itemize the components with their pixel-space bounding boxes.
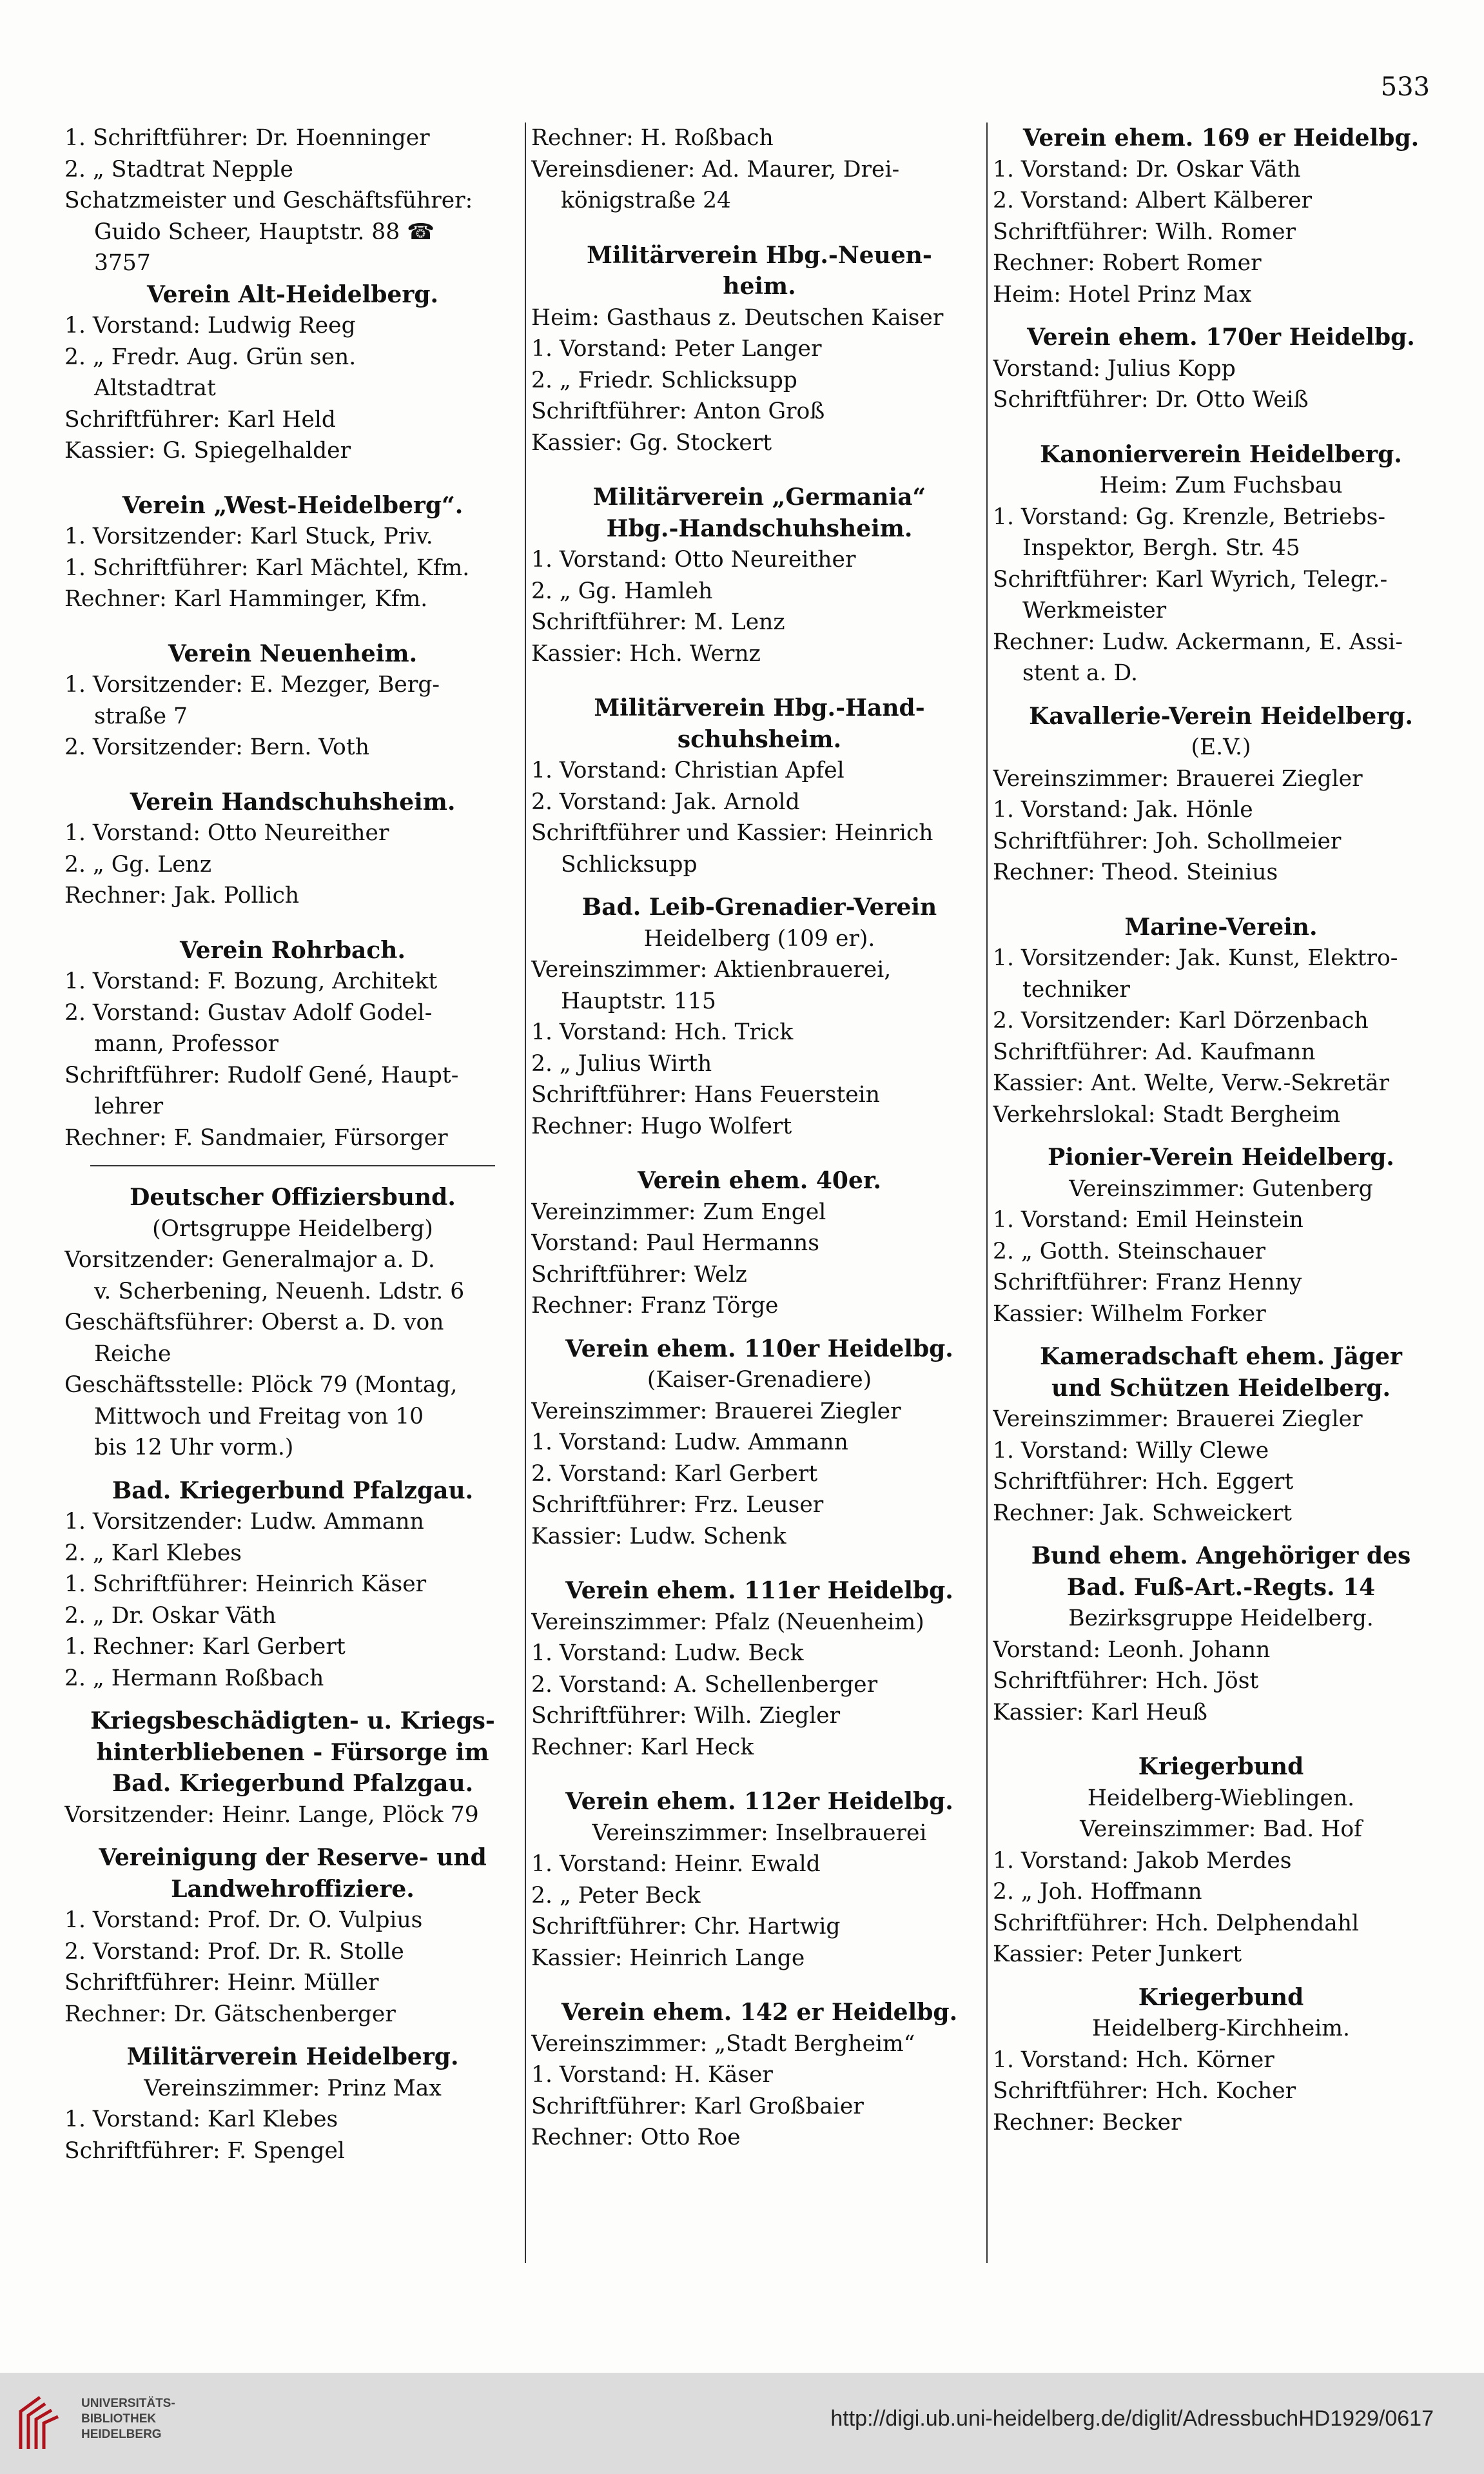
entry-line: mann, Professor — [94, 1031, 278, 1057]
entry-line: 1. Vorstand: Christian Apfel — [531, 758, 845, 783]
section-heading: Militärverein Hbg.-Hand- — [594, 694, 925, 722]
spacer — [531, 669, 988, 692]
section-subheading: Vereinszimmer: Inselbrauerei — [592, 1820, 927, 1846]
section-subheading: Heim: Zum Fuchsbau — [1099, 473, 1343, 498]
entry-line: 1. Vorstand: Otto Neureither — [531, 547, 856, 573]
section-heading: Bad. Kriegerbund Pfalzgau. — [112, 1477, 474, 1504]
entry-line: Reiche — [94, 1340, 171, 1367]
section-subheading: Vereinszimmer: Gutenberg — [1069, 1175, 1373, 1202]
entry-line: Schriftführer: Franz Henny — [993, 1270, 1302, 1295]
entry-line: 2. Vorstand: Prof. Dr. R. Stolle — [64, 1938, 404, 1965]
spacer — [531, 1552, 988, 1575]
entry-line: 2. Vorsitzender: Karl Dörzenbach — [993, 1008, 1369, 1034]
section-heading: Kameradschaft ehem. Jäger — [1040, 1343, 1402, 1370]
entry-line: 2. „ Friedr. Schlicksupp — [531, 367, 797, 393]
entry-line: Mittwoch und Freitag von 10 — [94, 1403, 424, 1429]
entry-line: 1. Vorstand: Gg. Krenzle, Betriebs- — [993, 504, 1385, 530]
entry-line: Schriftführer: Hch. Eggert — [993, 1469, 1294, 1495]
entry-line: 2. „ Peter Beck — [531, 1882, 701, 1909]
section-heading: Verein ehem. 40er. — [637, 1167, 882, 1194]
page-number: 533 — [1380, 72, 1430, 102]
entry-line: 1. Vorstand: Ludw. Beck — [531, 1640, 804, 1666]
entry-line: Rechner: H. Roßbach — [531, 125, 774, 151]
entry-line: 1. Vorstand: Peter Langer — [531, 336, 822, 362]
section-heading: Verein ehem. 170er Heidelbg. — [1027, 324, 1415, 351]
library-name: UNIVERSITÄTS- BIBLIOTHEK HEIDELBERG — [81, 2397, 175, 2441]
entry-line: 2. Vorstand: Jak. Arnold — [531, 789, 800, 815]
section-heading: Verein ehem. 111er Heidelbg. — [565, 1577, 953, 1604]
entry-line: Vorstand: Leonh. Johann — [993, 1636, 1271, 1663]
column-divider — [986, 123, 988, 2263]
section-heading: Verein Alt-Heidelberg. — [146, 280, 439, 308]
entry-line: 1. Vorsitzender: E. Mezger, Berg- — [64, 672, 440, 698]
entry-line: 2. „ Stadtrat Nepple — [64, 156, 293, 182]
spacer — [64, 2030, 521, 2041]
section-subheading: (Kaiser-Grenadiere) — [647, 1367, 872, 1393]
entry-line: 1. Vorstand: F. Bozung, Architekt — [64, 968, 438, 994]
section-heading: Verein ehem. 112er Heidelbg. — [565, 1788, 953, 1815]
entry-line: Schriftführer: Frz. Leuser — [531, 1492, 824, 1518]
section-heading: Bad. Leib-Grenadier-Verein — [581, 894, 937, 921]
entry-line: Vereinszimmer: Brauerei Ziegler — [993, 765, 1363, 792]
entry-line: 1. Schriftführer: Heinrich Käser — [64, 1571, 427, 1597]
spacer — [64, 763, 521, 787]
section-divider — [90, 1165, 495, 1166]
entry-line: Schriftführer: Ad. Kaufmann — [993, 1039, 1316, 1065]
entry-line: 2. „ Gg. Lenz — [64, 851, 212, 878]
entry-line: Schriftführer: Karl Held — [64, 406, 336, 433]
entry-line: 1. Vorstand: Willy Clewe — [993, 1437, 1269, 1464]
entry-line: Heim: Hotel Prinz Max — [993, 281, 1252, 308]
spacer — [531, 1322, 988, 1333]
section-heading: Kriegerbund — [1138, 1983, 1304, 2011]
entry-line: Vereinsdiener: Ad. Maurer, Drei- — [531, 156, 900, 182]
entry-line: Vereinszimmer: Pfalz (Neuenheim) — [531, 1609, 924, 1635]
entry-line: Kassier: Heinrich Lange — [531, 1945, 805, 1971]
entry-line: 1. Vorstand: Jak. Hönle — [993, 797, 1253, 823]
entry-line: Rechner: Becker — [993, 2109, 1182, 2135]
entry-line: 1. Vorstand: Karl Klebes — [64, 2106, 338, 2132]
spacer — [993, 1330, 1449, 1341]
column-divider — [525, 123, 526, 2263]
entry-line: 1. Schriftführer: Karl Mächtel, Kfm. — [64, 555, 470, 581]
entry-line: Schriftführer: Dr. Otto Weiß — [993, 387, 1309, 413]
spacer — [993, 1970, 1449, 1982]
section-heading: Militärverein Hbg.-Neuen- — [587, 241, 932, 269]
section-heading: Verein ehem. 142 er Heidelbg. — [561, 1999, 958, 2026]
section-heading: Verein Rohrbach. — [180, 936, 405, 964]
entry-line: Schatzmeister und Geschäftsführer: — [64, 188, 473, 213]
section-subheading: Heidelberg-Kirchheim. — [1091, 2016, 1350, 2041]
entry-line: 2. „ Fredr. Aug. Grün sen. — [64, 344, 356, 370]
section-subheading: Vereinszimmer: Bad. Hof — [1080, 1816, 1362, 1842]
section-heading: und Schützen Heidelberg. — [1051, 1374, 1391, 1402]
section-subheading: Vereinszimmer: Prinz Max — [144, 2075, 442, 2101]
section-heading: Kanonierverein Heidelberg. — [1040, 440, 1402, 468]
entry-line: Inspektor, Bergh. Str. 45 — [1022, 535, 1300, 561]
section-heading: Verein „West-Heidelberg“. — [122, 491, 464, 519]
spacer — [993, 1728, 1449, 1751]
spacer — [64, 467, 521, 490]
spacer — [531, 880, 988, 892]
section-heading: Bad. Fuß-Art.-Regts. 14 — [1066, 1573, 1376, 1601]
entry-line: 2. Vorstand: Albert Kälberer — [993, 188, 1312, 213]
entry-line: 1. Vorstand: Jakob Merdes — [993, 1847, 1292, 1874]
entry-line: Schriftführer: Anton Groß — [531, 398, 825, 424]
entry-line: Schriftführer: Rudolf Gené, Haupt- — [64, 1062, 459, 1088]
entry-line: 1. Vorstand: Otto Neureither — [64, 820, 389, 846]
spacer — [64, 1831, 521, 1842]
entry-line: Rechner: F. Sandmaier, Fürsorger — [64, 1124, 448, 1151]
section-heading: Pionier-Verein Heidelberg. — [1048, 1144, 1394, 1171]
entry-line: Schriftführer: Hans Feuerstein — [531, 1082, 880, 1108]
entry-line: 2. Vorstand: Karl Gerbert — [531, 1460, 818, 1487]
section-heading: Deutscher Offiziersbund. — [130, 1184, 456, 1211]
entry-line: Rechner: Jak. Schweickert — [993, 1500, 1293, 1526]
entry-line: königstraße 24 — [561, 188, 731, 213]
entry-line: Vereinszimmer: Brauerei Ziegler — [531, 1398, 901, 1424]
spacer — [993, 310, 1449, 322]
entry-line: 1. Vorstand: H. Käser — [531, 2062, 773, 2088]
section-heading: Landwehroffiziere. — [171, 1875, 415, 1903]
entry-line: 2. „ Karl Klebes — [64, 1540, 242, 1566]
entry-line: 1. Vorstand: Ludw. Ammann — [531, 1429, 848, 1455]
entry-line: Kassier: Ant. Welte, Verw.-Sekretär — [993, 1070, 1390, 1096]
entry-line: Schriftführer: Joh. Schollmeier — [993, 828, 1342, 854]
spacer — [64, 912, 521, 935]
source-url[interactable]: http://digi.ub.uni-heidelberg.de/diglit/AdressbuchHD1929/0617 — [830, 2406, 1434, 2431]
section-heading: Marine-Verein. — [1124, 913, 1318, 941]
entry-line: 1. Vorstand: Emil Heinstein — [993, 1207, 1303, 1233]
entry-line: Rechner: Dr. Gätschenberger — [64, 2001, 396, 2027]
directory-column-3 — [993, 123, 1449, 2263]
section-subheading: (Ortsgruppe Heidelberg) — [152, 1215, 433, 1242]
spacer — [531, 217, 988, 240]
entry-line: Geschäftsstelle: Plöck 79 (Montag, — [64, 1372, 458, 1398]
section-heading: Kavallerie-Verein Heidelberg. — [1029, 702, 1413, 730]
section-subheading: Heidelberg (109 er). — [643, 925, 875, 952]
entry-line: Schriftführer: Karl Großbaier — [531, 2093, 864, 2119]
entry-line: Schriftführer: Hch. Kocher — [993, 2078, 1296, 2104]
spacer — [531, 1974, 988, 1997]
entry-line: Vorsitzender: Generalmajor a. D. — [64, 1247, 435, 1273]
entry-line: Rechner: Ludw. Ackermann, E. Assi- — [993, 629, 1403, 655]
entry-line: 2. „ Dr. Oskar Väth — [64, 1602, 277, 1629]
entry-line: 2. „ Gotth. Steinschauer — [993, 1238, 1266, 1264]
spacer — [531, 1142, 988, 1165]
entry-line: Vereinszimmer: Brauerei Ziegler — [993, 1406, 1363, 1432]
spacer — [993, 1529, 1449, 1540]
entry-line: Schriftführer: F. Spengel — [64, 2137, 345, 2164]
entry-line: Hauptstr. 115 — [561, 988, 716, 1014]
spacer — [64, 1464, 521, 1475]
entry-line: Heim: Gasthaus z. Deutschen Kaiser — [531, 304, 944, 331]
entry-line: straße 7 — [94, 703, 188, 729]
entry-line: Vereinszimmer: „Stadt Bergheim“ — [531, 2030, 915, 2057]
section-subheading: Bezirksgruppe Heidelberg. — [1068, 1605, 1374, 1631]
entry-line: Kassier: Karl Heuß — [993, 1699, 1207, 1725]
entry-line: 1. Vorstand: Prof. Dr. O. Vulpius — [64, 1907, 423, 1933]
entry-line: Altstadtrat — [94, 375, 216, 401]
entry-line: Vereinszimmer: Aktienbrauerei, — [531, 957, 892, 983]
entry-line: 2. „ Julius Wirth — [531, 1050, 712, 1077]
entry-line: 1. Vorstand: Ludwig Reeg — [64, 313, 356, 339]
section-heading: Militärverein „Germania“ — [592, 484, 926, 511]
entry-line: Schriftführer und Kassier: Heinrich — [531, 820, 933, 846]
entry-line: 1. Vorstand: Hch. Trick — [531, 1019, 794, 1045]
entry-line: Kassier: Peter Junkert — [993, 1941, 1242, 1967]
section-heading: Hbg.-Handschuhsheim. — [606, 515, 913, 542]
entry-line: stent a. D. — [1022, 660, 1138, 686]
section-heading: Vereinigung der Reserve- und — [99, 1844, 487, 1871]
section-subheading: Heidelberg-Wieblingen. — [1087, 1785, 1355, 1811]
spacer — [531, 1763, 988, 1786]
entry-line: Schriftführer: Hch. Delphendahl — [993, 1910, 1360, 1936]
section-heading: Bund ehem. Angehöriger des — [1031, 1542, 1411, 1569]
spacer — [993, 1130, 1449, 1142]
section-heading: Verein Handschuhsheim. — [130, 788, 456, 816]
spacer — [993, 689, 1449, 701]
section-heading: Kriegsbeschädigten- u. Kriegs- — [90, 1707, 495, 1734]
entry-line: Schriftführer: Wilh. Ziegler — [531, 1703, 841, 1729]
spacer — [64, 615, 521, 638]
section-heading: Militärverein Heidelberg. — [126, 2043, 459, 2070]
section-heading: schuhsheim. — [677, 725, 842, 753]
entry-line: lehrer — [94, 1094, 164, 1119]
entry-line: 2. „ Gg. Hamleh — [531, 578, 713, 604]
entry-line: Vorstand: Paul Hermanns — [531, 1230, 819, 1256]
entry-line: Schriftführer: Karl Wyrich, Telegr.- — [993, 566, 1388, 593]
entry-line: 1. Rechner: Karl Gerbert — [64, 1634, 346, 1660]
entry-line: Rechner: Otto Roe — [531, 2125, 741, 2150]
section-heading: Verein Neuenheim. — [168, 640, 418, 667]
entry-line: Guido Scheer, Hauptstr. 88 ☎ — [94, 219, 435, 245]
entry-line: 2. Vorsitzender: Bern. Voth — [64, 734, 369, 760]
library-logo-icon — [14, 2392, 64, 2454]
entry-line: v. Scherbening, Neuenh. Ldstr. 6 — [94, 1278, 465, 1304]
section-heading: heim. — [723, 273, 796, 300]
entry-line: 1. Vorsitzender: Karl Stuck, Priv. — [64, 524, 433, 549]
entry-line: Vorstand: Julius Kopp — [993, 355, 1236, 382]
entry-line: Rechner: Robert Romer — [993, 250, 1262, 276]
section-heading: Bad. Kriegerbund Pfalzgau. — [112, 1770, 474, 1797]
section-heading: Kriegerbund — [1138, 1753, 1304, 1780]
entry-line: Kassier: Wilhelm Forker — [993, 1301, 1266, 1327]
entry-line: 1. Vorstand: Heinr. Ewald — [531, 1851, 821, 1877]
entry-line: Rechner: Hugo Wolfert — [531, 1113, 792, 1139]
entry-line: Rechner: Karl Heck — [531, 1734, 754, 1760]
directory-column-2 — [531, 123, 988, 2263]
entry-line: 1. Vorsitzender: Ludw. Ammann — [64, 1509, 424, 1535]
entry-line: Kassier: Hch. Wernz — [531, 640, 761, 667]
entry-line: 2. Vorstand: Gustav Adolf Godel- — [64, 999, 433, 1026]
spacer — [64, 1694, 521, 1705]
entry-line: Rechner: Theod. Steinius — [993, 859, 1278, 885]
entry-line: 1. Vorsitzender: Jak. Kunst, Elektro- — [993, 945, 1398, 971]
entry-line: Vereinzimmer: Zum Engel — [531, 1199, 826, 1225]
entry-line: Rechner: Franz Törge — [531, 1293, 779, 1319]
entry-line: 2. „ Hermann Roßbach — [64, 1665, 324, 1691]
section-heading: Verein ehem. 110er Heidelbg. — [565, 1335, 953, 1362]
entry-line: 1. Vorstand: Hch. Körner — [993, 2047, 1274, 2073]
entry-line: Geschäftsführer: Oberst a. D. von — [64, 1310, 444, 1335]
section-heading: hinterbliebenen - Fürsorge im — [96, 1738, 489, 1766]
spacer — [531, 458, 988, 482]
entry-line: Schlicksupp — [561, 851, 698, 878]
entry-line: Schriftführer: M. Lenz — [531, 609, 785, 635]
entry-line: Schriftführer: Wilh. Romer — [993, 219, 1296, 245]
entry-line: Schriftführer: Chr. Hartwig — [531, 1914, 841, 1939]
entry-line: 2. „ Joh. Hoffmann — [993, 1879, 1202, 1905]
entry-line: Verkehrslokal: Stadt Bergheim — [993, 1101, 1341, 1128]
entry-line: Rechner: Jak. Pollich — [64, 883, 300, 908]
entry-line: 1. Schriftführer: Dr. Hoenninger — [64, 125, 430, 151]
entry-line: Schriftführer: Welz — [531, 1261, 747, 1288]
entry-line: Werkmeister — [1022, 598, 1167, 623]
entry-line: techniker — [1022, 976, 1130, 1003]
spacer — [993, 888, 1449, 912]
entry-line: 2. Vorstand: A. Schellenberger — [531, 1671, 878, 1698]
entry-line: 3757 — [94, 250, 151, 276]
entry-line: bis 12 Uhr vorm.) — [94, 1435, 294, 1460]
section-heading: Verein ehem. 169 er Heidelbg. — [1022, 124, 1420, 152]
entry-line: Vorsitzender: Heinr. Lange, Plöck 79 — [64, 1802, 479, 1828]
entry-line: Schriftführer: Heinr. Müller — [64, 1970, 379, 1996]
spacer — [993, 416, 1449, 439]
entry-line: 1. Vorstand: Dr. Oskar Väth — [993, 156, 1301, 182]
entry-line: Kassier: Ludw. Schenk — [531, 1523, 786, 1549]
footer-bar — [0, 2373, 1484, 2474]
entry-line: Rechner: Karl Hamminger, Kfm. — [64, 586, 428, 612]
entry-line: Schriftführer: Hch. Jöst — [993, 1668, 1259, 1694]
entry-line: Kassier: Gg. Stockert — [531, 429, 772, 456]
section-subheading: (E.V.) — [1191, 734, 1251, 760]
directory-column-1 — [64, 123, 521, 2263]
entry-line: Kassier: G. Spiegelhalder — [64, 438, 351, 464]
